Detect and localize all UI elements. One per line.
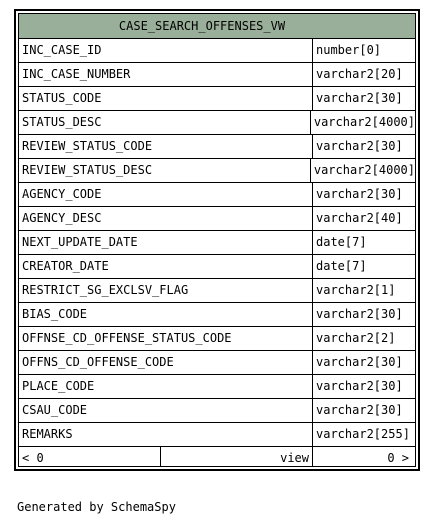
table-kind: view — [161, 447, 313, 467]
column-type: varchar2[255] — [316, 427, 410, 441]
column-name: INC_CASE_NUMBER — [19, 63, 313, 86]
column-type: varchar2[30] — [316, 379, 403, 393]
column-row[interactable] — [19, 303, 415, 327]
column-type: date[7] — [316, 235, 367, 249]
child-count: 0 > — [387, 451, 409, 465]
column-type: varchar2[30] — [316, 139, 403, 153]
column-type: date[7] — [316, 259, 367, 273]
column-row[interactable] — [19, 159, 415, 183]
table-footer — [19, 447, 415, 467]
column-type: varchar2[30] — [316, 403, 403, 417]
column-type: varchar2[30] — [316, 307, 403, 321]
column-row[interactable] — [19, 399, 415, 423]
column-name: OFFNS_CD_OFFENSE_CODE — [19, 351, 313, 374]
column-name: STATUS_CODE — [19, 87, 313, 110]
column-row[interactable] — [19, 39, 415, 63]
generated-by-text: Generated by SchemaSpy — [17, 500, 176, 514]
column-name: OFFNSE_CD_OFFENSE_STATUS_CODE — [19, 327, 313, 350]
column-name: NEXT_UPDATE_DATE — [19, 231, 313, 254]
column-row[interactable] — [19, 231, 415, 255]
column-type: varchar2[30] — [316, 355, 403, 369]
column-row[interactable] — [19, 423, 415, 447]
column-name: STATUS_DESC — [19, 111, 311, 134]
column-row[interactable] — [19, 327, 415, 351]
column-name: REMARKS — [19, 423, 313, 446]
column-name: BIAS_CODE — [19, 303, 313, 326]
table-node-inner — [18, 13, 416, 467]
column-name: REVIEW_STATUS_CODE — [19, 135, 313, 158]
column-type: varchar2[4000] — [313, 163, 415, 177]
column-row[interactable] — [19, 183, 415, 207]
column-type: varchar2[1] — [316, 283, 396, 297]
column-row[interactable] — [19, 111, 415, 135]
column-list — [19, 39, 415, 447]
column-row[interactable] — [19, 207, 415, 231]
column-row[interactable] — [19, 87, 415, 111]
column-name: AGENCY_DESC — [19, 207, 313, 230]
column-type: varchar2[20] — [316, 67, 403, 81]
column-name: CREATOR_DATE — [19, 255, 313, 278]
column-row[interactable] — [19, 255, 415, 279]
column-name: REVIEW_STATUS_DESC — [19, 159, 311, 182]
column-type: number[0] — [316, 43, 382, 57]
column-type: varchar2[30] — [316, 91, 403, 105]
column-type: varchar2[30] — [316, 187, 403, 201]
column-row[interactable] — [19, 279, 415, 303]
table-node[interactable] — [14, 9, 420, 471]
column-name: RESTRICT_SG_EXCLSV_FLAG — [19, 279, 313, 302]
column-type: varchar2[4000] — [313, 115, 415, 129]
column-name: PLACE_CODE — [19, 375, 313, 398]
column-type: varchar2[2] — [316, 331, 396, 345]
column-row[interactable] — [19, 375, 415, 399]
column-type: varchar2[40] — [316, 211, 403, 225]
column-name: CSAU_CODE — [19, 399, 313, 422]
column-name: INC_CASE_ID — [19, 39, 313, 62]
parent-count: < 0 — [19, 447, 161, 467]
column-row[interactable] — [19, 135, 415, 159]
column-row[interactable] — [19, 63, 415, 87]
column-row[interactable] — [19, 351, 415, 375]
column-name: AGENCY_CODE — [19, 183, 313, 206]
table-title[interactable]: CASE_SEARCH_OFFENSES_VW — [19, 14, 415, 39]
